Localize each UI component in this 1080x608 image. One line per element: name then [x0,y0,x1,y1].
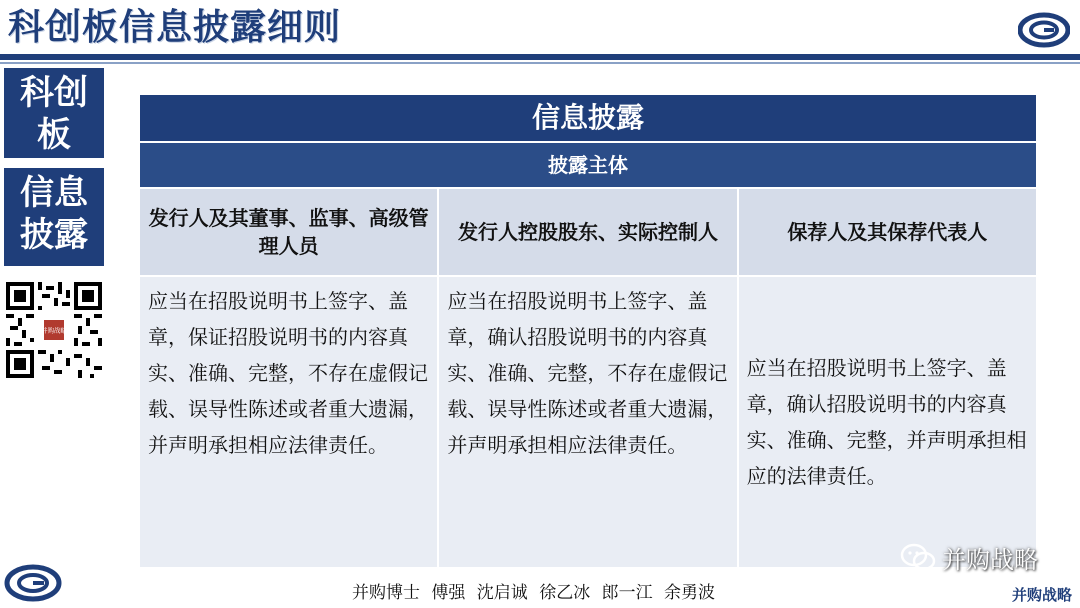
side-label-star-market [4,68,104,158]
table-columns [140,189,1036,567]
side-label-line: 信息 [20,173,88,213]
qr-code-icon [6,282,102,378]
table-column [439,189,736,567]
table-title: 信息披露 [140,95,1036,141]
column-header: 发行人控股股东、实际控制人 [439,189,736,275]
page-title: 科创板信息披露细则 [8,7,342,48]
side-label-line: 披露 [20,215,88,255]
column-body [739,277,1036,567]
company-logo-icon [1018,12,1070,48]
column-body: 应当在招股说明书上签字、盖章，保证招股说明书的内容真实、准确、完整，不存在虚假记载、误导性陈述或者重大遗漏，并声明承担相应法律责任。 [140,277,437,567]
qr-stamp-text: 并购战略 [41,326,67,335]
header-divider [0,54,1080,60]
company-logo-icon [4,564,62,602]
side-label-line: 板 [37,115,71,155]
table-column [739,189,1036,567]
side-label-disclosure [4,168,104,266]
disclosure-table [140,95,1036,567]
column-body-text: 应当在招股说明书上签字、盖章，确认招股说明书的内容真实、准确、完整，并声明承担相应的法律责任。 [746,356,1027,488]
table-column [140,189,437,567]
author-names: 并购博士 傅强 沈启诚 徐乙冰 郎一江 余勇波 [352,583,716,603]
table-subtitle: 披露主体 [140,143,1036,187]
wechat-icon [900,543,936,573]
column-header: 保荐人及其保荐代表人 [739,189,1036,275]
watermark-text: 并购战略 [942,546,1038,574]
column-body: 应当在招股说明书上签字、盖章，确认招股说明书的内容真实、准确、完整，不存在虚假记载、误导性陈述或者重大遗漏，并声明承担相应法律责任。 [439,277,736,567]
header-divider-thin [0,62,1080,64]
wechat-watermark [900,540,1038,575]
column-header: 发行人及其董事、监事、高级管理人员 [140,189,437,275]
side-label-line: 科创 [20,73,88,113]
brand-label: 并购战略 [1012,586,1073,604]
